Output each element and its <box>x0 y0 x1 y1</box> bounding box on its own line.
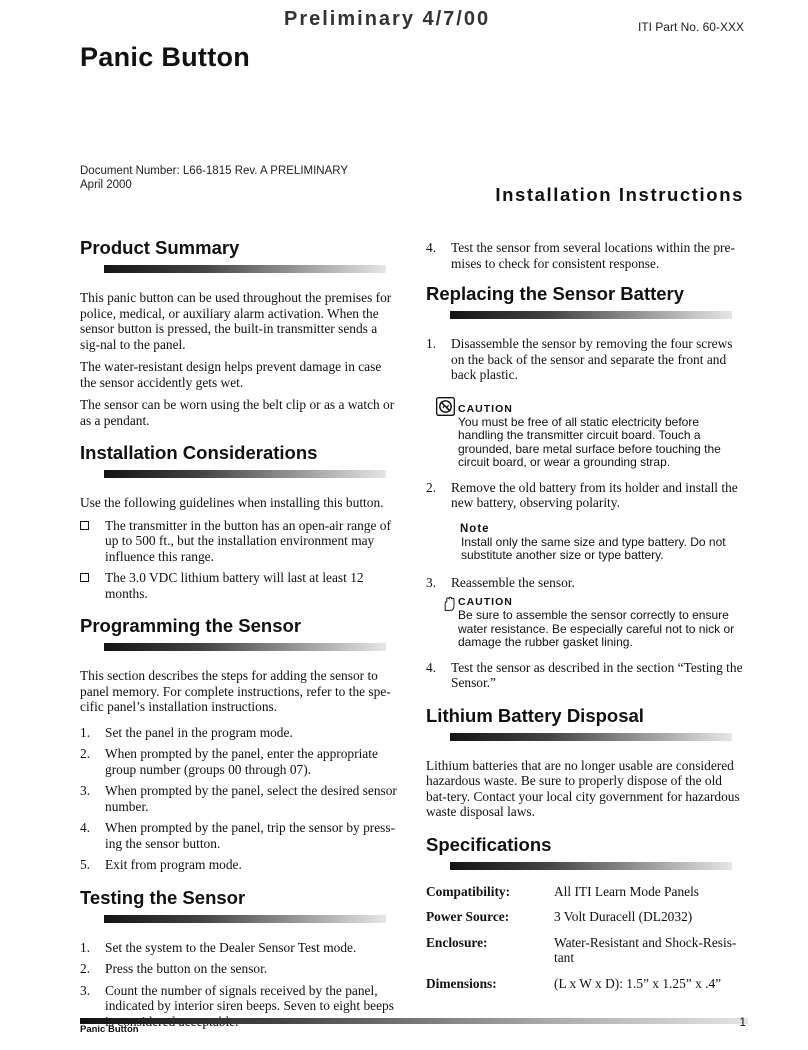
programming-section <box>80 615 398 873</box>
document-info <box>80 164 348 192</box>
right-column <box>426 240 744 1001</box>
paragraph: This section describes the steps for adding the sensor to panel memory. For complete instructions, refer to the spe-cific panel’s installation instructions. <box>80 668 391 714</box>
installation-section <box>80 442 398 601</box>
checkbox-bullet-icon <box>80 573 89 582</box>
testing-steps <box>80 940 398 1030</box>
instructions-heading: Installation Instructions <box>495 184 744 205</box>
checkbox-bullet-icon <box>80 521 89 530</box>
note-text: Install only the same size and type battery. Do not substitute another size or type battery. <box>461 534 726 562</box>
paragraph: This panic button can be used throughout the premises for police, medical, or auxiliary alarm activation. When the sensor button is pressed, the built-in transmitter sends a sig-nal to the panel. <box>80 290 392 352</box>
caution-callout <box>436 397 744 470</box>
disposal-section <box>426 705 744 820</box>
list-item: 4. Test the sensor from several locations within the pre-mises to check for consistent response. <box>426 240 735 271</box>
section-heading: Product Summary <box>80 237 240 258</box>
paragraph: The water-resistant design helps prevent damage in case the sensor accidently gets wet. <box>80 359 382 390</box>
table-row: Compatibility: All ITI Learn Mode Panels <box>426 883 700 899</box>
programming-steps <box>80 725 398 873</box>
footer-rule <box>80 1018 748 1024</box>
paragraph: Use the following guidelines when installing this button. <box>80 495 384 510</box>
document-number: Document Number: L66-1815 Rev. A PRELIMINARY <box>80 165 349 177</box>
section-heading: Lithium Battery Disposal <box>426 704 644 726</box>
heading-rule <box>104 470 386 478</box>
heading-rule <box>104 265 386 273</box>
page-title: Panic Button <box>80 42 251 72</box>
table-row: Enclosure: Water-Resistant and Shock-Resis-tant <box>426 934 737 965</box>
caution-label: CAUTION <box>458 402 513 415</box>
heading-rule <box>104 643 386 651</box>
paragraph: The sensor can be worn using the belt clip or as a watch or as a pendant. <box>80 397 395 428</box>
section-heading: Installation Considerations <box>80 442 318 463</box>
list-item: 2. When prompted by the panel, enter the appropriate group number (groups 00 through 07). <box>80 746 378 777</box>
caution-hand-icon <box>442 596 458 612</box>
section-heading: Testing the Sensor <box>80 886 246 908</box>
left-column <box>80 237 398 1035</box>
testing-steps-continued <box>426 240 744 271</box>
product-summary-section <box>80 237 398 428</box>
list-item: The transmitter in the button has an open-air range of up to 500 ft., but the installation environment may influence this range. <box>80 518 398 565</box>
heading-rule <box>104 915 386 923</box>
list-item: 1. Set the panel in the program mode. <box>80 724 293 740</box>
replacing-steps <box>426 480 744 511</box>
section-heading: Programming the Sensor <box>80 615 302 636</box>
list-item: 2. Press the button on the sensor. <box>80 961 268 976</box>
list-item: 3. Reassemble the sensor. <box>426 574 575 590</box>
caution-callout <box>436 596 744 650</box>
paragraph: Lithium batteries that are no longer usable are considered hazardous waste. Be sure to properly dispose of the old bat-tery. Contact your local city government for hazardous waste disposal laws. <box>426 757 740 819</box>
list-item: 3. When prompted by the panel, select the desired sensor number. <box>80 783 397 814</box>
note-label: Note <box>460 522 490 535</box>
heading-rule <box>450 733 732 741</box>
guidelines-list <box>80 518 398 602</box>
specifications-table <box>426 884 746 1002</box>
preliminary-stamp: Preliminary 4/7/00 <box>284 8 491 30</box>
note-callout <box>460 523 744 563</box>
caution-text: Be sure to assemble the sensor correctly to ensure water resistance. Be especially careful not to nick or damage the rubber gasket lining. <box>458 608 735 649</box>
list-item: The 3.0 VDC lithium battery will last at least 12 months. <box>80 570 398 601</box>
document-date: April 2000 <box>80 179 132 191</box>
list-item: 4. Test the sensor as described in the section “Testing the Sensor.” <box>426 659 743 690</box>
list-item: 5. Exit from program mode. <box>80 857 242 872</box>
page-number: 1 <box>739 1015 746 1029</box>
table-row: Power Source: 3 Volt Duracell (DL2032) <box>426 909 693 924</box>
caution-label: CAUTION <box>458 596 513 608</box>
caution-text: You must be free of all static electricity before handling the transmitter circuit board. Touch a grounded, bare metal surface before touching the circuit board, or wear a grounding strap. <box>458 414 721 469</box>
heading-rule <box>450 311 732 319</box>
list-item: 2. Remove the old battery from its holder and install the new battery, observing polarity. <box>426 479 738 510</box>
replacing-steps <box>426 336 744 383</box>
section-heading: Specifications <box>426 833 552 855</box>
table-row: Dimensions: (L x W x D): 1.5” x 1.25” x .4” <box>426 975 722 991</box>
list-item: 3. Count the number of signals received by the panel, indicated by interior siren beeps. Seven to eight beeps <box>80 982 394 1013</box>
section-heading: Replacing the Sensor Battery <box>426 283 685 304</box>
list-item: 1. Disassemble the sensor by removing the four screws on the back of the sensor and separate the front and back plastic. <box>426 336 733 382</box>
list-item: 4. When prompted by the panel, trip the sensor by press-ing the sensor button. <box>80 820 396 851</box>
replacing-steps <box>426 575 744 591</box>
list-item: 1. Set the system to the Dealer Sensor Test mode. <box>80 939 357 955</box>
specifications-section <box>426 834 744 1002</box>
static-caution-icon <box>436 397 455 416</box>
heading-rule <box>450 862 732 870</box>
replacing-battery-section <box>426 283 744 691</box>
replacing-steps <box>426 660 744 691</box>
footer-label: Panic Button <box>80 1024 139 1035</box>
testing-section <box>80 887 398 1030</box>
part-number: ITI Part No. 60-XXX <box>637 20 744 34</box>
